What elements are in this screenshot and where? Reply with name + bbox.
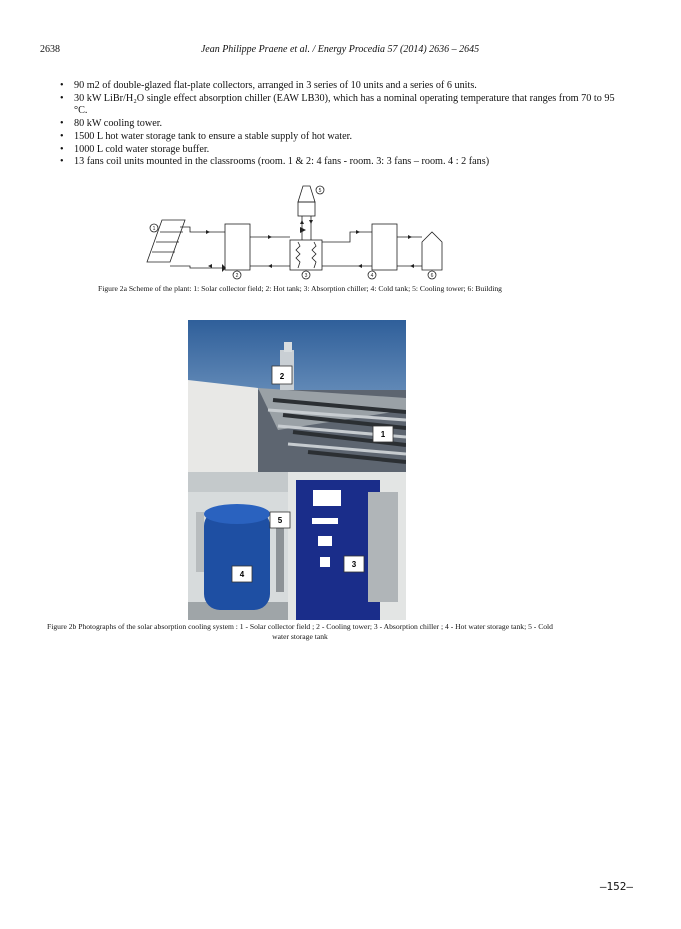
list-item: • 1500 L hot water storage tank to ensure a stable supply of hot water. bbox=[60, 131, 620, 144]
scheme-label-4: 4 bbox=[370, 273, 374, 279]
scheme-label-1: 1 bbox=[152, 226, 156, 232]
list-item: • 30 kW LiBr/H₂O single effect absorption chiller (EAW LB30), which has a nominal operating temperature that ranges from 70 to 95 °C. bbox=[60, 93, 620, 118]
list-item: • 90 m2 of double-glazed flat-plate collectors, arranged in 3 series of 10 units and a series of 6 units. bbox=[60, 80, 620, 93]
machine-room-photo bbox=[188, 472, 406, 620]
plant-scheme-diagram bbox=[140, 182, 455, 282]
footer-page-number: –152– bbox=[599, 880, 633, 893]
photo-label-1: 1 bbox=[380, 430, 386, 439]
running-header bbox=[40, 44, 640, 58]
hot-tank-symbol bbox=[225, 224, 250, 270]
list-item: • 1000 L cold water storage buffer. bbox=[60, 144, 620, 157]
page-number: 2638 bbox=[40, 44, 60, 55]
component-list bbox=[60, 80, 620, 169]
list-item: • 80 kW cooling tower. bbox=[60, 118, 620, 131]
building-symbol bbox=[422, 232, 442, 270]
figure-2b-caption: Figure 2b Photographs of the solar absorption cooling system : 1 - Solar collector field ; 2 - Cooling tower; 3 - Absorption chiller ; 4 - Hot water storage tank; 5 - Cold water storage tank bbox=[47, 622, 553, 641]
list-item: • 13 fans coil units mounted in the classrooms (room. 1 & 2: 4 fans - room. 3: 3 fans – room. 4 : 2 fans) bbox=[60, 156, 620, 169]
figure-2a-caption: Figure 2a Scheme of the plant: 1: Solar collector field; 2: Hot tank; 3: Absorption chiller; 4: Cold tank; 5: Cooling tower; 6: Building bbox=[98, 284, 502, 293]
scheme-label-6: 6 bbox=[430, 273, 434, 279]
photo-label-4: 4 bbox=[239, 570, 245, 579]
scheme-label-5: 5 bbox=[318, 188, 322, 194]
photo-label-3: 3 bbox=[351, 560, 357, 569]
cold-tank-symbol bbox=[372, 224, 397, 270]
rooftop-photo bbox=[188, 320, 406, 472]
scheme-label-3: 3 bbox=[304, 273, 308, 279]
absorption-chiller-symbol bbox=[290, 240, 322, 270]
scheme-label-2: 2 bbox=[235, 273, 239, 279]
photo-label-2: 2 bbox=[279, 372, 285, 381]
photo-label-5: 5 bbox=[277, 516, 283, 525]
journal-citation: Jean Philippe Praene et al. / Energy Procedia 57 (2014) 2636 – 2645 bbox=[200, 44, 480, 55]
cooling-tower-symbol bbox=[298, 186, 315, 202]
